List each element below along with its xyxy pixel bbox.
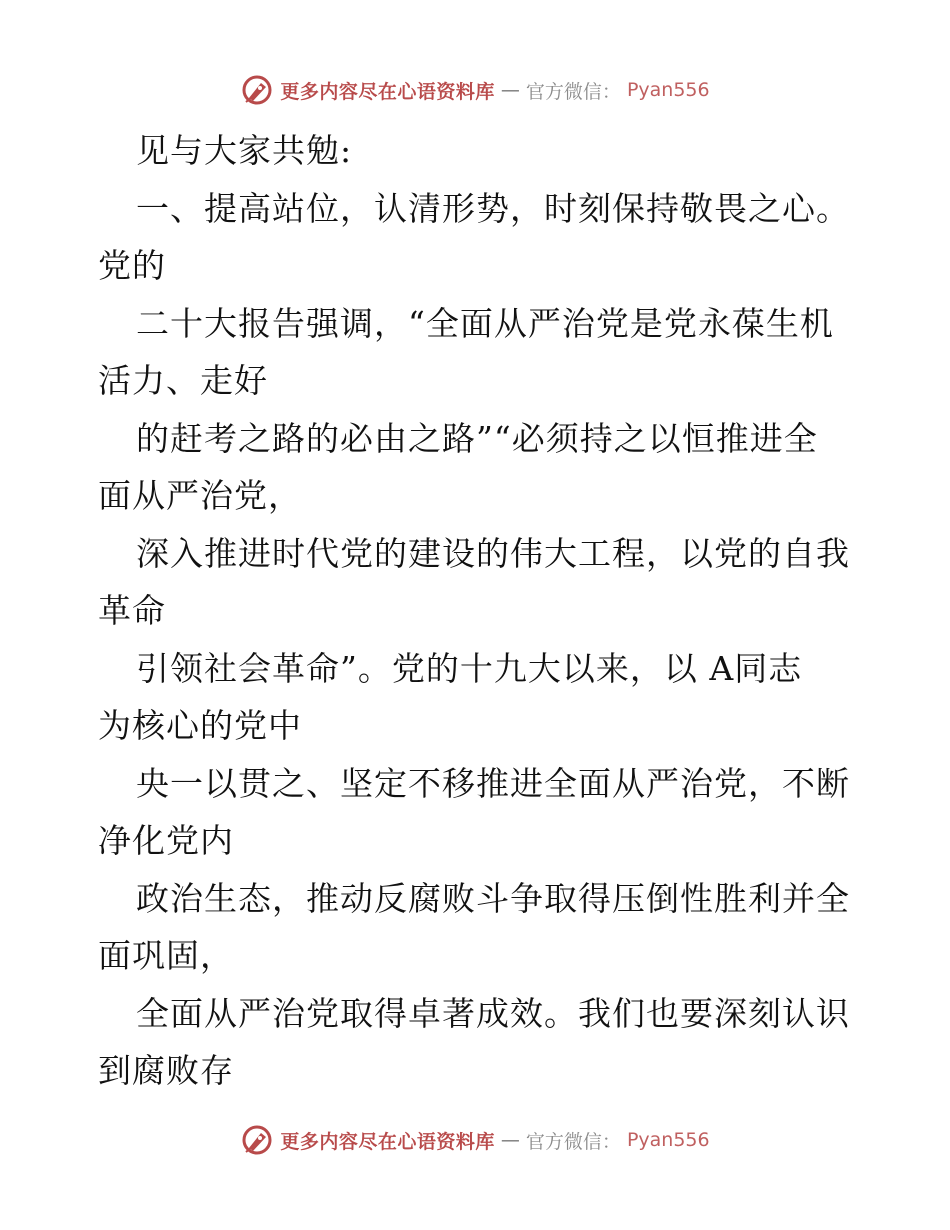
text-line: 为核心的党中 — [98, 706, 302, 745]
text-line: 央一以贯之、坚定不移推进全面从严治党，不断 — [136, 763, 850, 803]
text-line: 政治生态，推动反腐败斗争取得压倒性胜利并全 — [136, 878, 850, 918]
text-line: 净化党内 — [98, 821, 234, 860]
banner-separator: — — [500, 79, 520, 101]
header-banner — [0, 70, 950, 110]
text-line: 的赶考之路的必由之路”“必须持之以恒推进全 — [136, 418, 818, 458]
text-line: 全面从严治党取得卓著成效。我们也要深刻认识 — [136, 993, 850, 1033]
banner-wechat-label: 官方微信： — [525, 80, 621, 103]
text-line: 深入推进时代党的建设的伟大工程，以党的自我 — [136, 533, 850, 573]
text-line: 见与大家共勉: — [136, 131, 353, 170]
pen-nib-logo-icon — [240, 73, 274, 107]
text-line: 引领社会革命”。党的十九大以来，以 A同志 — [136, 648, 803, 688]
text-line: 面从严治党， — [98, 476, 302, 515]
banner-separator: — — [500, 1129, 520, 1151]
text-line: 面巩固， — [98, 936, 234, 975]
text-line: 党的 — [98, 246, 166, 285]
text-line: 二十大报告强调，“全面从严治党是党永葆生机 — [136, 303, 834, 343]
banner-brand: 更多内容尽在心语资料库 — [280, 1130, 495, 1153]
text-line: 革命 — [98, 591, 166, 630]
text-line: 到腐败存 — [98, 1051, 234, 1090]
banner-wechat-id: Pyan556 — [626, 79, 710, 101]
text-line: 活力、走好 — [98, 361, 268, 400]
banner-wechat-id: Pyan556 — [626, 1129, 710, 1151]
banner-wechat-label: 官方微信： — [525, 1130, 621, 1153]
banner-brand: 更多内容尽在心语资料库 — [280, 80, 495, 103]
footer-banner — [0, 1120, 950, 1160]
pen-nib-logo-icon — [240, 1123, 274, 1157]
document-body — [98, 122, 858, 1100]
text-line: 一、提高站位，认清形势，时刻保持敬畏之心。 — [136, 188, 850, 228]
